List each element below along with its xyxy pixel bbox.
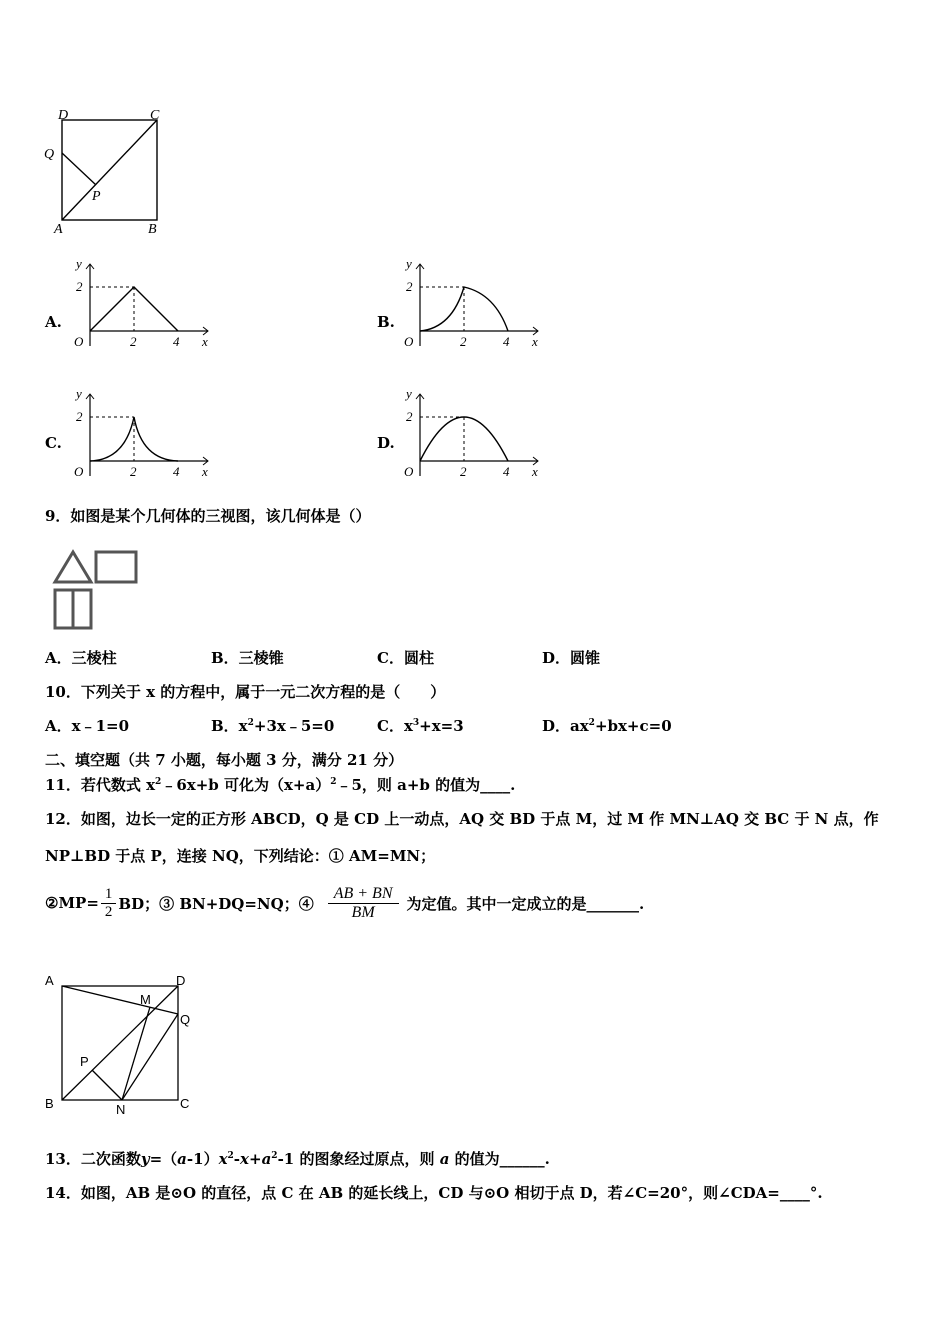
svg-text:C: C xyxy=(180,1096,190,1111)
q10-option-c[interactable]: C．$x^3+x=3$ xyxy=(377,717,464,735)
svg-text:2: 2 xyxy=(460,334,467,349)
svg-text:x: x xyxy=(532,464,538,479)
q13: 13．二次函数$y=(a-1)x^2-x+a^2-1$ 的图象经过原点，则 a 的值为______. xyxy=(45,1150,550,1168)
svg-text:P: P xyxy=(80,1054,89,1069)
svg-text:y: y xyxy=(406,386,412,401)
q10-option-d[interactable]: D．$ax^2+bx+c=0$ xyxy=(542,717,672,735)
section-heading: 二、填空题（共 7 小题，每小题 3 分，满分 21 分） xyxy=(45,751,404,769)
svg-text:B: B xyxy=(45,1096,54,1111)
graph-option-d-letter[interactable]: D. xyxy=(377,434,395,452)
svg-text:x: x xyxy=(202,464,208,479)
three-view-figure xyxy=(45,538,145,633)
q12-line2: NP⊥BD 于点 P，连接 NQ，下列结论：① AM=MN； xyxy=(45,847,436,865)
q9-option-d[interactable]: D．圆锥 xyxy=(542,649,601,667)
svg-text:2: 2 xyxy=(76,279,83,294)
svg-text:x: x xyxy=(532,334,538,349)
graph-option-c[interactable] xyxy=(70,386,215,486)
svg-text:x: x xyxy=(202,334,208,349)
graph-option-a[interactable] xyxy=(70,256,215,356)
label-d: D xyxy=(58,108,69,123)
label-a: A xyxy=(54,222,63,237)
label-q: Q xyxy=(44,147,55,162)
svg-text:y: y xyxy=(406,256,412,271)
svg-text:4: 4 xyxy=(503,334,510,349)
label-p: P xyxy=(92,189,101,204)
q10-option-b[interactable]: B．$x^2+3x﹣5=0$ xyxy=(211,717,335,735)
svg-text:M: M xyxy=(140,992,151,1007)
q12-line1: 12．如图，边长一定的正方形 ABCD，Q 是 CD 上一动点，AQ 交 BD 于点 M，过 M 作 MN⊥AQ 交 BC 于 N 点，作 xyxy=(45,810,879,828)
q10-stem: 10．下列关于 x 的方程中，属于一元二次方程的是（ ） xyxy=(45,683,446,701)
q12-figure xyxy=(40,970,200,1115)
fraction-ab-bn-over-bm: $\frac{AB + BN}{BM}$ xyxy=(328,885,399,922)
square-figure xyxy=(40,105,170,240)
q14: 14．如图，AB 是⊙O 的直径，点 C 在 AB 的延长线上，CD 与⊙O 相切于点 D，若∠C=20°，则∠CDA=____°. xyxy=(45,1184,823,1202)
svg-text:2: 2 xyxy=(130,334,137,349)
graph-option-a-letter[interactable]: A. xyxy=(45,313,62,331)
svg-text:O: O xyxy=(74,334,84,349)
svg-text:2: 2 xyxy=(130,464,137,479)
q11: 11．若代数式 $x^2﹣6x+b$ 可化为$(x+a)^2﹣5$，则 a+b 的值为____. xyxy=(45,776,516,794)
svg-text:O: O xyxy=(404,334,414,349)
q12-line3: ②MP= $\frac{1}{2}$ BD；③ BN+DQ=NQ；④ $\frac{AB + BN}{BM}$ 为定值。其中一定成立的是_______. xyxy=(45,884,645,921)
svg-text:O: O xyxy=(404,464,414,479)
svg-text:y: y xyxy=(76,386,82,401)
q9-option-c[interactable]: C．圆柱 xyxy=(377,649,434,667)
q9-option-a[interactable]: A．三棱柱 xyxy=(45,649,117,667)
graph-option-b[interactable] xyxy=(400,256,545,356)
q10-option-a[interactable]: A．x﹣1=0 xyxy=(45,717,130,735)
svg-text:4: 4 xyxy=(173,464,180,479)
svg-text:2: 2 xyxy=(460,464,467,479)
label-b: B xyxy=(148,222,157,237)
svg-text:A: A xyxy=(45,973,54,988)
svg-text:D: D xyxy=(176,973,186,988)
fraction-one-half: $\frac{1}{2}$ xyxy=(101,886,117,921)
label-c: C xyxy=(150,108,160,123)
q9-stem: 9．如图是某个几何体的三视图，该几何体是（） xyxy=(45,507,371,525)
svg-text:4: 4 xyxy=(503,464,510,479)
svg-text:2: 2 xyxy=(406,279,413,294)
graph-option-d[interactable] xyxy=(400,386,545,486)
svg-text:2: 2 xyxy=(406,409,413,424)
svg-text:N: N xyxy=(116,1102,126,1115)
q9-option-b[interactable]: B．三棱锥 xyxy=(211,649,284,667)
svg-text:O: O xyxy=(74,464,84,479)
svg-text:y: y xyxy=(76,256,82,271)
svg-text:2: 2 xyxy=(76,409,83,424)
graph-option-b-letter[interactable]: B. xyxy=(377,313,395,331)
graph-option-c-letter[interactable]: C. xyxy=(45,434,62,452)
svg-text:4: 4 xyxy=(173,334,180,349)
svg-text:Q: Q xyxy=(180,1012,191,1027)
